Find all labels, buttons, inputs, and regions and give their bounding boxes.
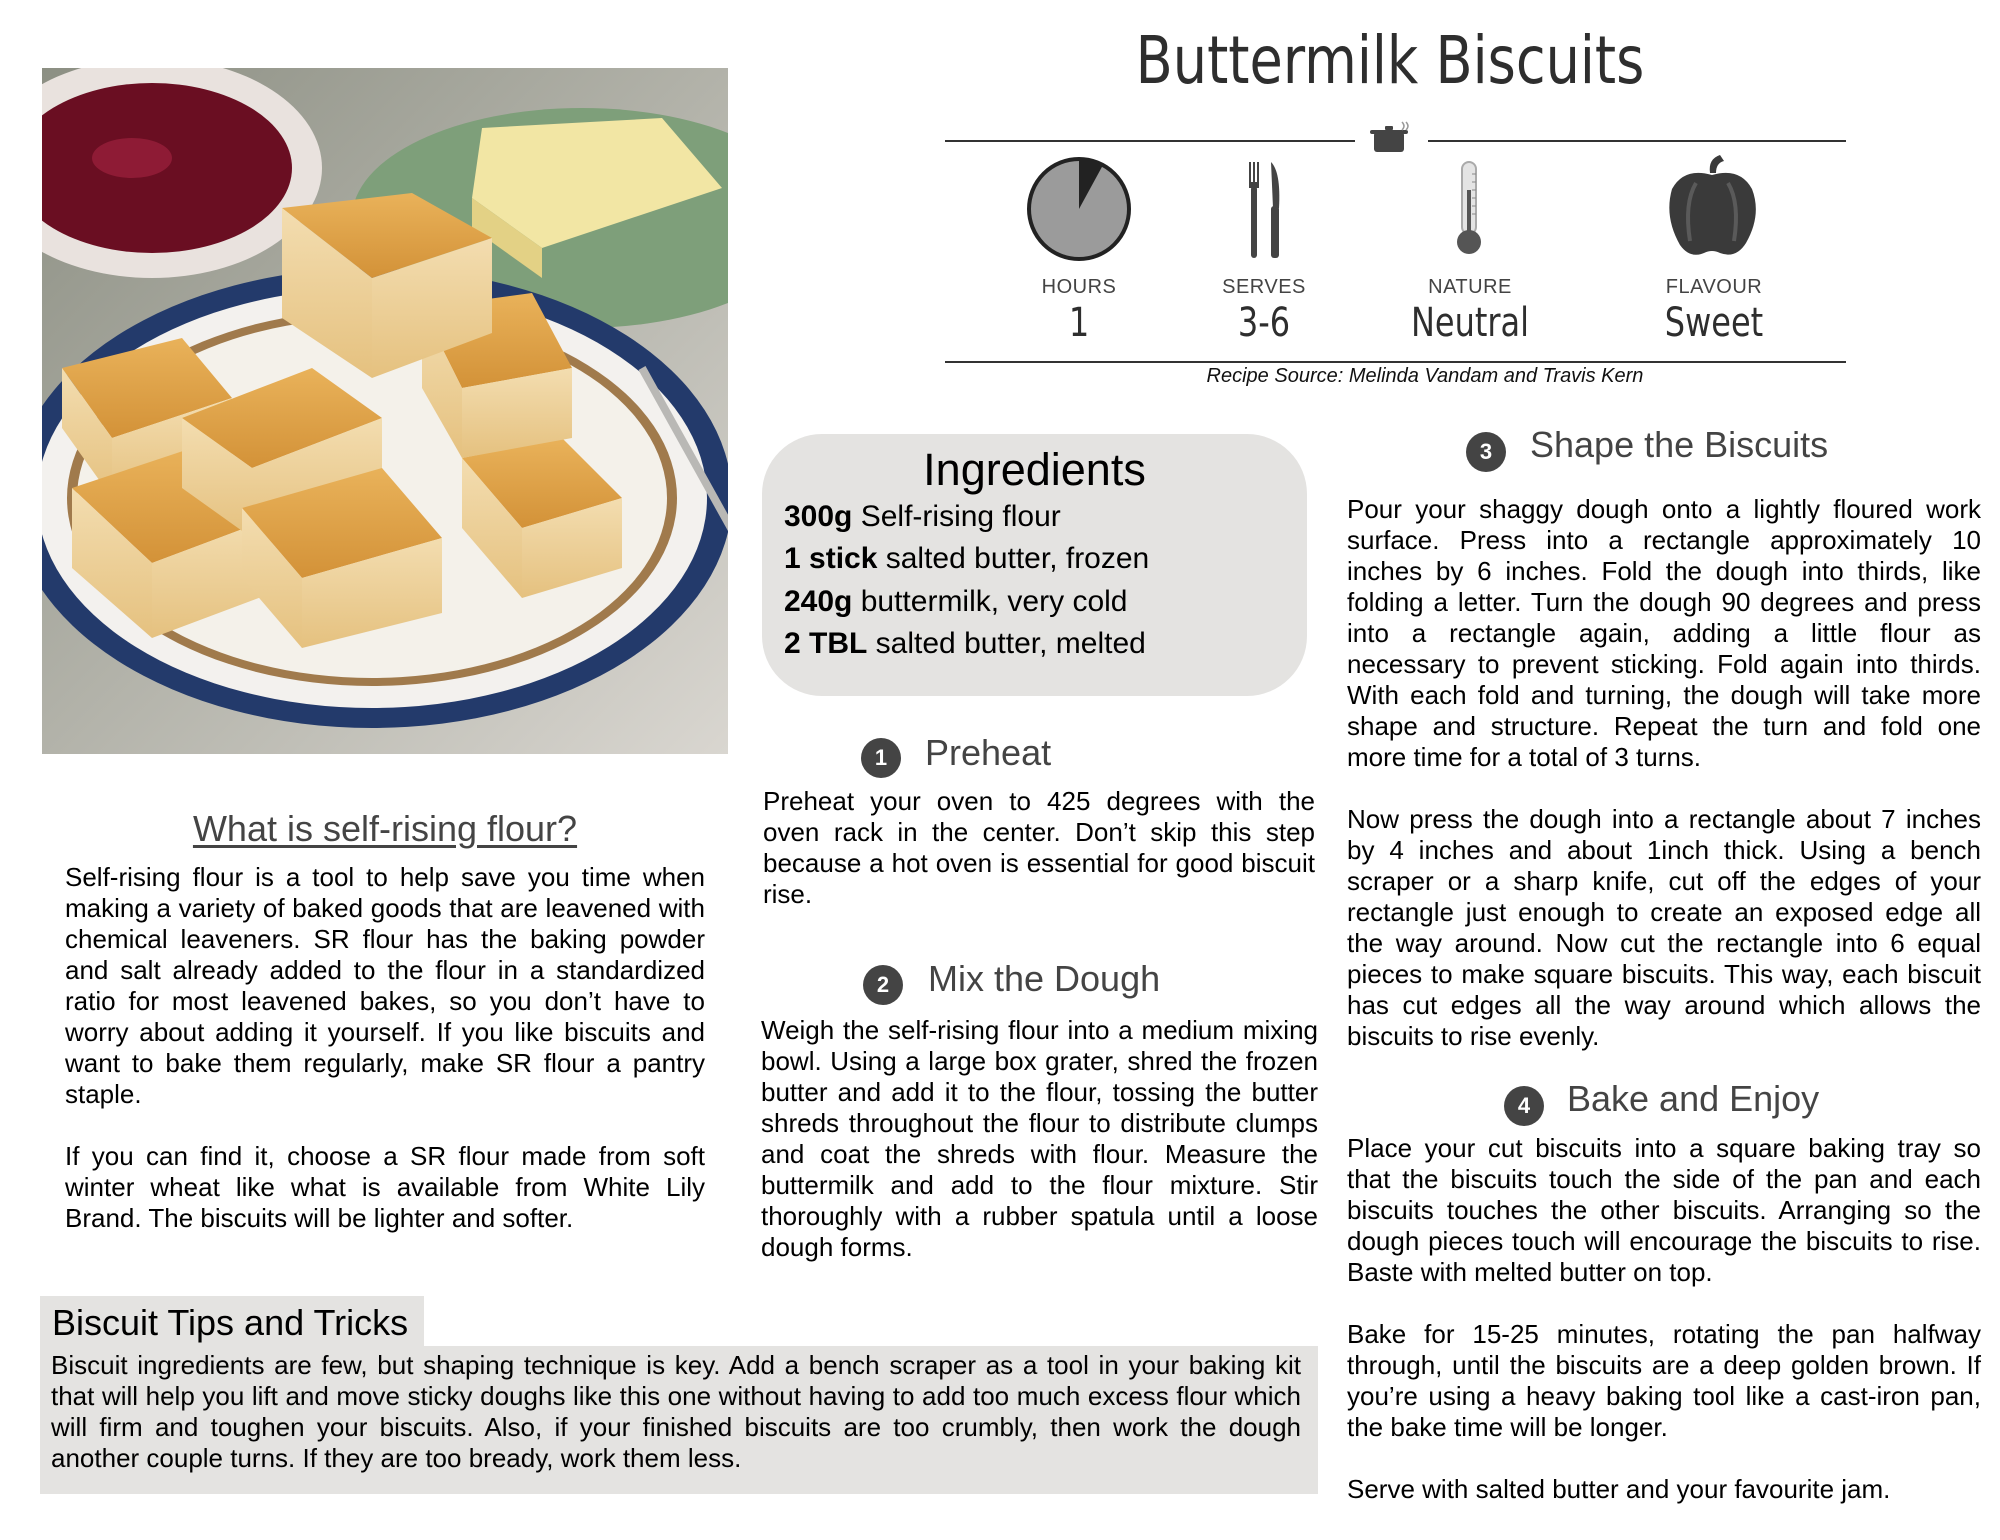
stat-label-flavour: FLAVOUR — [1665, 276, 1763, 298]
step-3-number: 3 — [1466, 432, 1506, 472]
stat-value-nature: Neutral — [1410, 300, 1530, 346]
ingredient-item: 1 stick salted butter, frozen — [784, 542, 1150, 575]
fork-knife-icon — [1247, 162, 1283, 263]
tips-box — [40, 1346, 1318, 1494]
stat-value-flavour: Sweet — [1664, 300, 1764, 346]
step-1-text: Preheat your oven to 425 degrees with the oven rack in the center. Don’t skip this step because a hot oven is essential for good biscuit rise. — [763, 786, 1315, 909]
step-4-title: Bake and Enjoy — [1567, 1078, 1820, 1119]
stat-value-serves: 3-6 — [1237, 300, 1291, 346]
stats-divider — [945, 361, 1846, 363]
stat-label-serves: SERVES — [1222, 276, 1306, 298]
tips-title: Biscuit Tips and Tricks — [52, 1302, 409, 1343]
cooking-pot-icon — [1368, 120, 1412, 156]
stat-label-nature: NATURE — [1428, 276, 1512, 298]
thermometer-icon — [1454, 160, 1484, 261]
step-1-number: 1 — [861, 738, 901, 778]
step-2-text: Weigh the self-rising flour into a medium mixing bowl. Using a large box grater, shred the frozen butter and add it to the flour, tossing the butter shreds throughout the flour to distribute clumps and coat the shreds with flour. Measure the buttermilk and add to the flour mixture. Stir thoroughly with a rubber spatula until a loose dough forms. — [761, 1015, 1318, 1262]
step-4-number: 4 — [1504, 1086, 1544, 1126]
tips-tab — [40, 1296, 424, 1346]
tips-text: Biscuit ingredients are few, but shaping technique is key. Add a bench scraper as a tool in your baking kit that will help you lift and move sticky doughs like this one without having to add too much excess flour which will firm and toughen your biscuits. Also, if your finished biscuits are too crumbly, then work the dough another couple turns. If they are too bready, work them less. — [51, 1350, 1301, 1473]
step-4-text: Place your cut biscuits into a square baking tray so that the biscuits touch the side of the pan and each biscuits touches the other biscuits. Arranging so the dough pieces touch will encourage the biscuits to rise. Baste with melted butter on top. Bake for 15-25 minutes, rotating the pan halfway through, until the biscuits are a deep golden brown. If you’re using a heavy baking tool like a cast-iron pan, the bake time will be longer. Serve with salted butter and your favourite jam. — [1347, 1133, 1981, 1504]
stat-value-hours: 1 — [1068, 300, 1090, 346]
stat-label-hours: HOURS — [1041, 276, 1117, 298]
page-title: Buttermilk Biscuits — [1135, 22, 1645, 99]
step-2-title: Mix the Dough — [928, 958, 1161, 999]
step-1-title: Preheat — [925, 732, 1052, 773]
ingredients-title: Ingredients — [923, 444, 1146, 495]
step-3-text: Pour your shaggy dough onto a lightly floured work surface. Press into a rectangle approximately 10 inches by 6 inches. Fold the dough into thirds, like folding a letter. Turn the dough 90 degrees and press into a rectangle again, adding a little flour as necessary to prevent sticking. Fold again into thirds. With each fold and turning, the dough will take more shape and structure. Repeat the turn and fold one more time for a total of 3 turns. Now press the dough into a rectangle about 7 inches by 4 inches and about 1inch thick. Using a bench scraper or a sharp knife, cut off the edges of your rectangle just enough to create an exposed edge all the way around. Now cut the rectangle into 6 equal pieces to make square biscuits. This way, each biscuit has cut edges all the way around which allows the biscuits to rise evenly. — [1347, 494, 1981, 1051]
sidebar-text: Self-rising flour is a tool to help save you time when making a variety of baked goods that are leavened with chemical leaveners. SR flour has the baking powder and salt already added to the flour in a standardized ratio for most leavened bakes, so you don’t have to worry about adding it yourself. If you like biscuits and want to bake them regularly, make SR flour a pantry staple. If you can find it, choose a SR flour made from soft winter wheat like what is available from White Lily Brand. The biscuits will be lighter and softer. — [65, 862, 705, 1233]
sidebar-heading: What is self-rising flour? — [192, 808, 578, 849]
recipe-source: Recipe Source: Melinda Vandam and Travis Kern — [1206, 365, 1644, 387]
pie-clock-icon — [1025, 155, 1133, 268]
bell-pepper-icon — [1664, 153, 1760, 266]
header-rule-left — [945, 140, 1355, 142]
ingredient-item: 300g Self-rising flour — [784, 500, 1061, 533]
header-rule-right — [1428, 140, 1846, 142]
ingredients-box — [762, 434, 1307, 696]
ingredient-item: 2 TBL salted butter, melted — [784, 627, 1146, 660]
ingredient-item: 240g buttermilk, very cold — [784, 585, 1128, 618]
step-2-number: 2 — [863, 965, 903, 1005]
step-3-title: Shape the Biscuits — [1530, 424, 1829, 465]
biscuits-photo — [42, 68, 728, 754]
